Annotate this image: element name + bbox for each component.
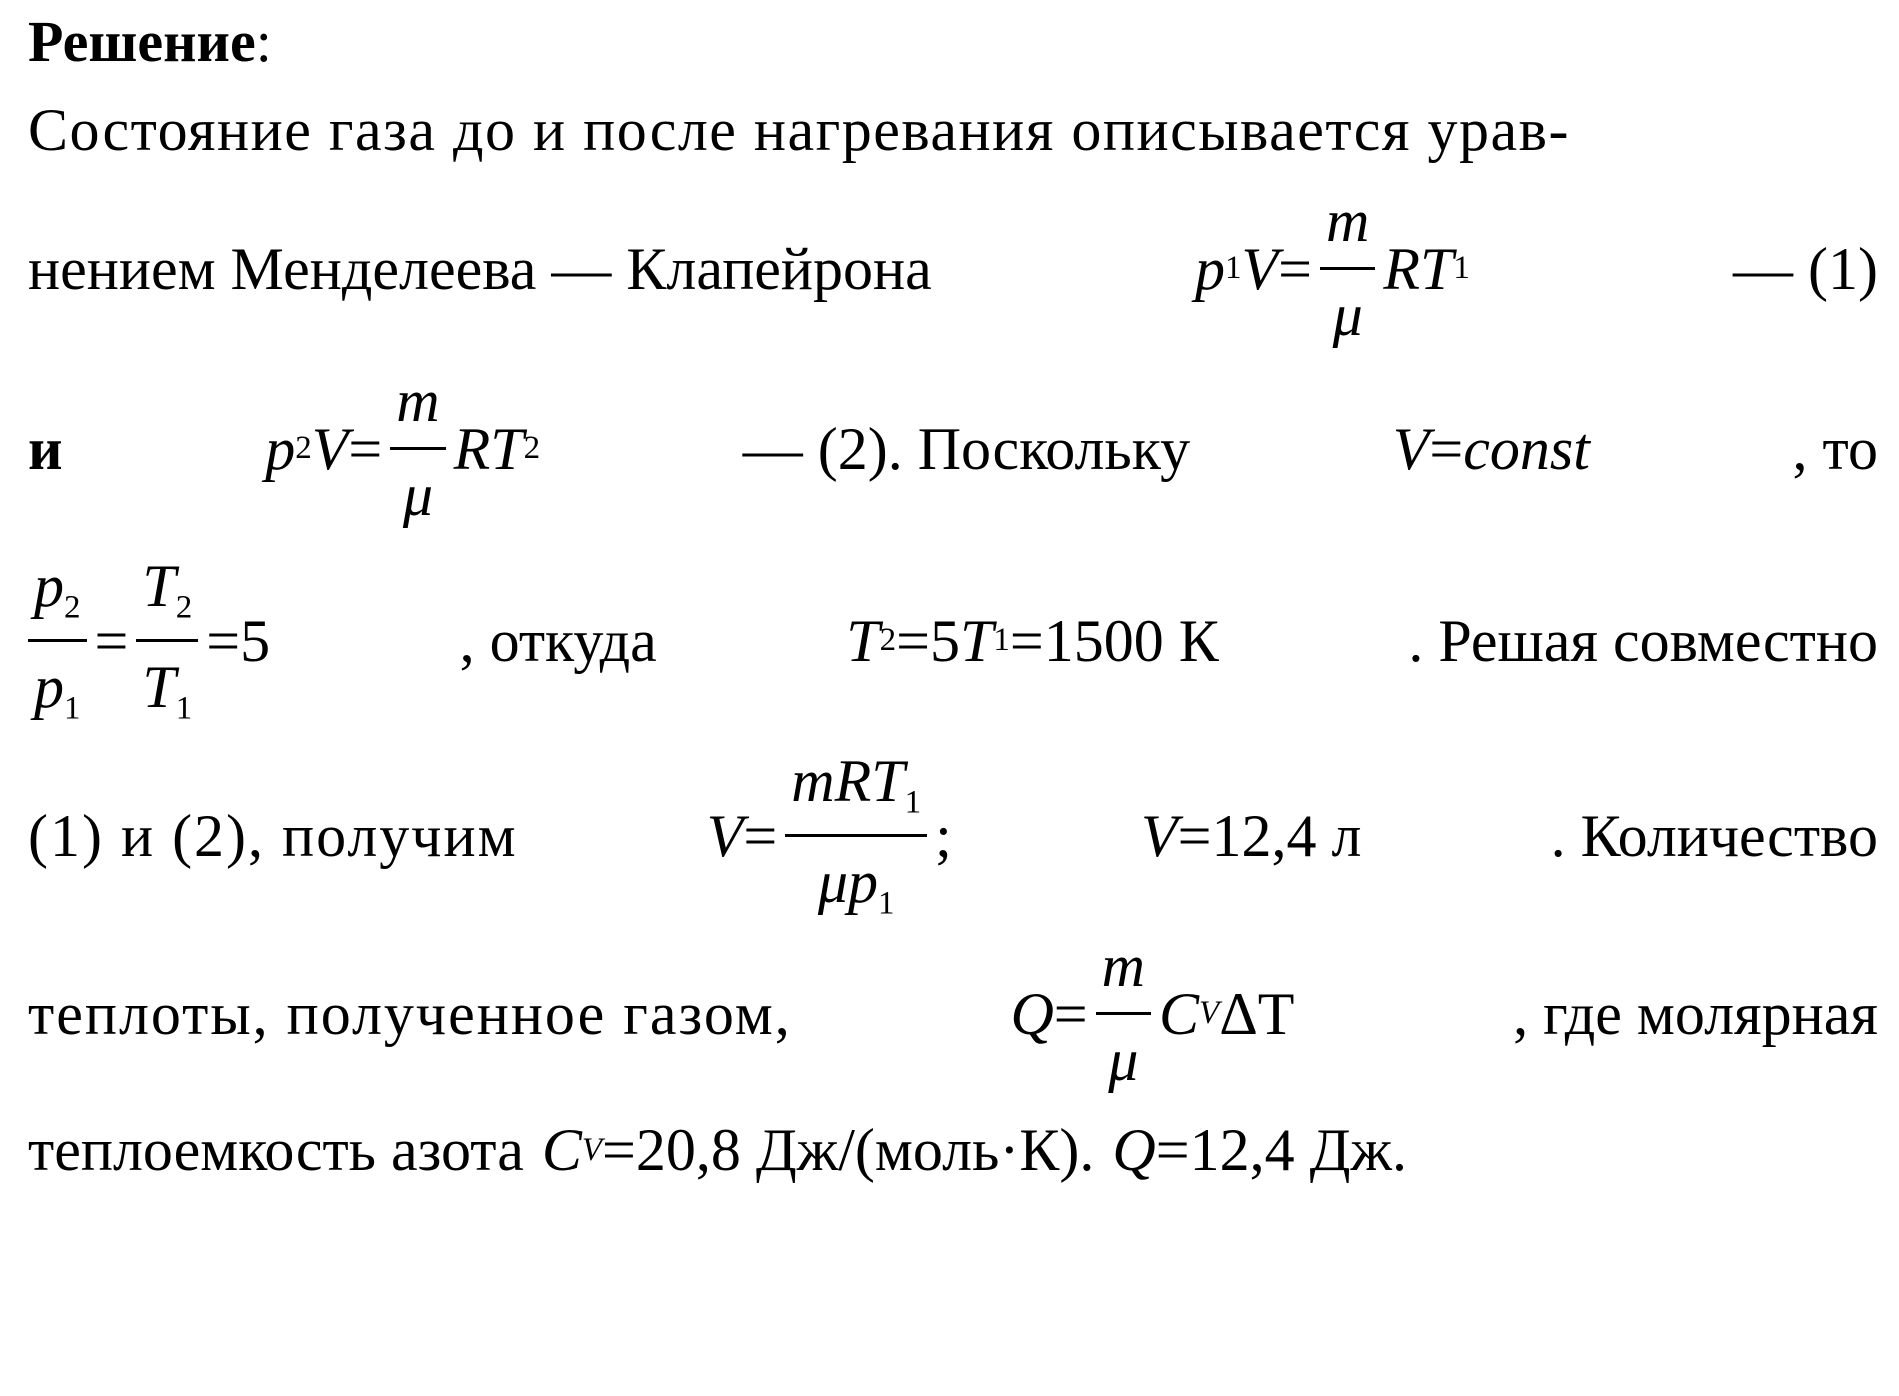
frac-num: [136, 555, 198, 625]
line-3-tail: , то: [1792, 415, 1878, 482]
frac-den: μ: [1108, 1027, 1139, 1093]
frac-bar: [785, 834, 927, 837]
sub-2: 2: [295, 430, 312, 466]
value-five: 5: [240, 607, 271, 674]
var-T: T: [1419, 235, 1454, 302]
fraction-mrt-mup: [785, 750, 927, 921]
heading-title: Решение: [28, 9, 256, 74]
var-V: V: [311, 415, 349, 482]
line-3-middle: — (2). Поскольку: [742, 415, 1191, 482]
equals-sign: =: [1155, 1117, 1190, 1183]
frac-bar: [1320, 267, 1375, 270]
period: .: [1079, 1117, 1095, 1183]
equals-sign: =: [206, 607, 241, 674]
var-p: p: [34, 654, 64, 721]
sub-2: 2: [64, 589, 81, 626]
var-R: R: [453, 415, 491, 482]
semicolon: ;: [935, 802, 952, 869]
sub-1: 1: [64, 690, 81, 727]
var-T: T: [142, 654, 176, 721]
sub-1: 1: [993, 622, 1010, 659]
fraction-m-mu: [1320, 190, 1375, 347]
line-5-text: (1) и (2), получим: [28, 802, 518, 869]
line-6-tail: , где молярная: [1513, 980, 1878, 1047]
var-V: V: [706, 802, 744, 869]
equation-heat-value: [1112, 1117, 1407, 1183]
coef-five: 5: [930, 607, 961, 674]
sub-1: 1: [904, 784, 922, 821]
equals-sign: =: [1009, 607, 1044, 674]
equals-sign: =: [1278, 235, 1312, 302]
line-4-text: , откуда: [459, 607, 657, 674]
sub-1: 1: [1453, 250, 1470, 286]
equation-volume: [707, 750, 952, 921]
frac-den: [28, 656, 87, 726]
sub-2: 2: [175, 589, 193, 626]
fraction-m-mu: [390, 370, 445, 527]
term-mup: μp: [817, 849, 878, 916]
sub-1: 1: [877, 885, 895, 922]
var-C: C: [541, 1117, 582, 1183]
frac-den: [812, 851, 901, 921]
var-R: R: [1383, 235, 1420, 302]
fraction-p2-p1: [28, 555, 87, 726]
var-T: T: [960, 607, 994, 674]
frac-num: m: [1325, 188, 1370, 254]
fraction-m-mu: [1096, 935, 1151, 1092]
equals-sign: =: [896, 607, 931, 674]
line-2-tail: — (1): [1733, 235, 1878, 302]
equals-sign: =: [1429, 415, 1464, 482]
equation-volume-value: [1140, 802, 1362, 869]
frac-bar: [136, 639, 198, 642]
var-Q: Q: [1112, 1117, 1156, 1183]
text-line-7: [28, 1117, 1878, 1183]
equation-heat-capacity: [541, 1117, 1095, 1183]
delta-t: ΔT: [1219, 980, 1295, 1047]
equation-1: [1195, 190, 1470, 347]
equals-sign: =: [1177, 802, 1212, 869]
var-p: p: [1194, 235, 1225, 302]
text-line-2: [28, 190, 1878, 347]
frac-num: m: [396, 368, 440, 434]
frac-num: [28, 555, 87, 625]
value-volume: 12,4 л: [1211, 802, 1362, 869]
var-T: T: [846, 607, 880, 674]
text-line-3: [28, 370, 1878, 527]
line-4-tail: . Решая совместно: [1408, 607, 1878, 674]
var-T: T: [871, 748, 905, 814]
equals-sign: =: [743, 802, 778, 869]
sub-V: V: [1199, 995, 1220, 1031]
sub-2: 2: [879, 622, 897, 659]
frac-den: μ: [1332, 282, 1363, 348]
line-6-text: теплоты, полученное газом,: [28, 980, 792, 1047]
var-T: T: [490, 415, 524, 482]
solution-heading: [28, 8, 272, 75]
equals-sign: =: [94, 607, 129, 674]
line-3-and: и: [28, 415, 63, 482]
var-T: T: [142, 553, 176, 619]
var-V: V: [1392, 415, 1430, 482]
equation-v-const: [1392, 415, 1590, 482]
line-2-text: нением Менделеева — Клапейрона: [28, 235, 932, 302]
var-V: V: [1140, 802, 1178, 869]
sub-2: 2: [523, 430, 541, 466]
frac-num: [785, 750, 927, 820]
frac-bar: [28, 639, 87, 642]
sub-V: V: [581, 1131, 603, 1168]
equation-t2: [846, 607, 1219, 674]
text-line-4: [28, 555, 1878, 726]
frac-den: μ: [402, 462, 433, 528]
value-t2: 1500 К: [1043, 607, 1219, 674]
value-heat: 12,4 Дж: [1189, 1117, 1392, 1183]
sub-1: 1: [175, 690, 193, 727]
equals-sign: =: [1053, 980, 1088, 1047]
text-line-1: [28, 97, 1878, 163]
frac-num: m: [1101, 933, 1145, 999]
equation-heat: [1010, 935, 1294, 1092]
text-line-6: [28, 935, 1878, 1092]
heading-colon: :: [255, 9, 272, 74]
line-7-text: теплоемкость азота: [28, 1117, 524, 1183]
var-Q: Q: [1010, 980, 1054, 1047]
line-1-text: Состояние газа до и после нагревания описывается урав-: [28, 97, 1570, 163]
equals-sign: =: [348, 415, 383, 482]
text-line-5: [28, 750, 1878, 921]
var-C: C: [1158, 980, 1200, 1047]
const-text: const: [1463, 415, 1590, 482]
equation-2: [265, 370, 540, 527]
period: .: [1391, 1117, 1407, 1183]
var-p: p: [34, 553, 64, 619]
line-5-tail: . Количество: [1550, 802, 1878, 869]
equation-ratio: [28, 555, 270, 726]
frac-bar: [390, 447, 445, 450]
var-V: V: [1241, 235, 1279, 302]
frac-bar: [1096, 1012, 1151, 1015]
term-mR: mR: [791, 748, 872, 814]
var-p: p: [265, 415, 296, 482]
sub-1: 1: [1224, 250, 1242, 286]
fraction-t2-t1: [136, 555, 198, 726]
equals-sign: =: [602, 1117, 636, 1183]
frac-den: [136, 656, 198, 726]
value-heat-capacity: 20,8 Дж/(моль·К): [635, 1117, 1080, 1183]
